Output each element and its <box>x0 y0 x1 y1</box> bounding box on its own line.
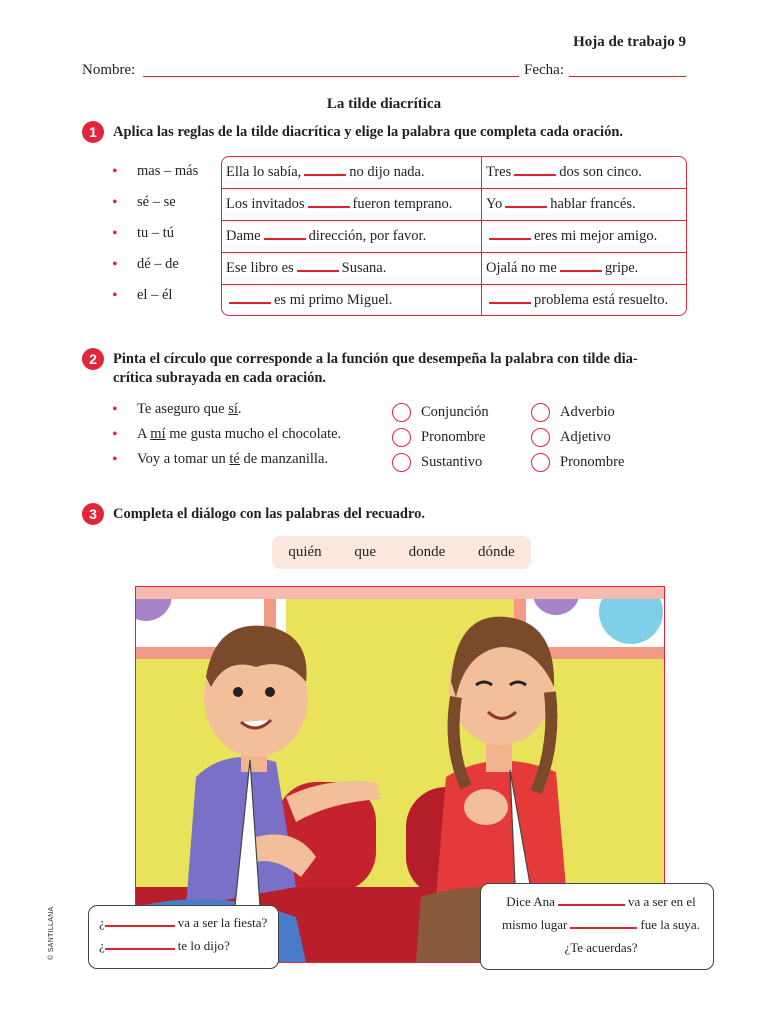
bullet-icon: • <box>112 451 118 468</box>
answer-blank[interactable] <box>105 948 175 950</box>
table-cell: Ella lo sabía, no dijo nada. <box>222 157 482 189</box>
bullet-icon: • <box>112 194 118 211</box>
exercise-2-number-badge: 2 <box>82 348 104 370</box>
exercise-1-number-badge: 1 <box>82 121 104 143</box>
word-bank-item: donde <box>408 544 446 560</box>
option-pronombre[interactable]: Pronombre <box>392 425 489 450</box>
list-item: • tu – tú <box>112 225 175 242</box>
list-item: • Voy a tomar un té de manzanilla. <box>112 451 329 468</box>
word-bank-item: que <box>354 544 376 560</box>
option-conjuncion[interactable]: Conjunción <box>392 400 489 425</box>
word-bank-item: quién <box>288 544 322 560</box>
date-label: Fecha: <box>524 62 564 78</box>
bullet-icon: • <box>112 426 118 443</box>
list-item: • A mí me gusta mucho el chocolate. <box>112 426 342 443</box>
underlined-word: té <box>229 451 240 467</box>
exercise-3-number-badge: 3 <box>82 503 104 525</box>
underlined-word: mí <box>150 426 166 442</box>
list-item: • Te aseguro que sí . <box>112 401 242 418</box>
option-sustantivo[interactable]: Sustantivo <box>392 450 489 475</box>
bullet-icon: • <box>112 256 118 273</box>
list-item: • sé – se <box>112 194 176 211</box>
table-cell: Ese libro es Susana. <box>222 253 482 285</box>
answer-blank[interactable] <box>105 925 175 927</box>
worksheet-title: Hoja de trabajo 9 <box>573 34 686 50</box>
option-adjetivo[interactable]: Adjetivo <box>531 425 624 450</box>
page-title: La tilde diacrítica <box>326 96 442 112</box>
table-cell: Ojalá no me gripe. <box>482 253 687 285</box>
table-cell: Yo hablar francés. <box>482 189 687 221</box>
copyright-notice: © SANTILLANA <box>48 906 55 960</box>
option-pronombre-b[interactable]: Pronombre <box>531 450 624 475</box>
list-item: • el – él <box>112 287 173 304</box>
answer-blank[interactable] <box>570 927 637 929</box>
table-cell: eres mi mejor amigo. <box>482 221 687 253</box>
list-item: • mas – más <box>112 163 199 180</box>
option-adverbio[interactable]: Adverbio <box>531 400 624 425</box>
name-label: Nombre: <box>82 62 136 78</box>
bullet-icon: • <box>112 163 118 180</box>
word-bank-item: dónde <box>477 544 515 560</box>
bullet-icon: • <box>112 225 118 242</box>
table-cell: Dame dirección, por favor. <box>222 221 482 253</box>
exercise-2-instruction: Pinta el círculo que corresponde a la función que desempeña la palabra con tilde dia- crítica subrayada en cada oración. <box>113 351 638 386</box>
list-item: • dé – de <box>112 256 179 273</box>
speech-bubble-girl: Dice Ana va a ser en el mismo lugar fue la suya. ¿Te acuerdas? <box>480 883 714 970</box>
bullet-icon: • <box>112 287 118 304</box>
underlined-word: sí <box>228 401 238 417</box>
answer-blank[interactable] <box>558 904 625 906</box>
speech-bubble-boy: ¿ va a ser la fiesta? ¿ te lo dijo? <box>88 905 279 969</box>
table-cell: problema está resuelto. <box>482 285 687 317</box>
table-cell: Los invitados fueron temprano. <box>222 189 482 221</box>
table-cell: es mi primo Miguel. <box>222 285 482 317</box>
table-cell: Tres dos son cinco. <box>482 157 687 189</box>
exercise-3-instruction: Completa el diálogo con las palabras del recuadro. <box>113 506 426 522</box>
bullet-icon: • <box>112 401 118 418</box>
exercise-1-instruction: Aplica las reglas de la tilde diacrítica y elige la palabra que completa cada oración. <box>113 124 624 140</box>
